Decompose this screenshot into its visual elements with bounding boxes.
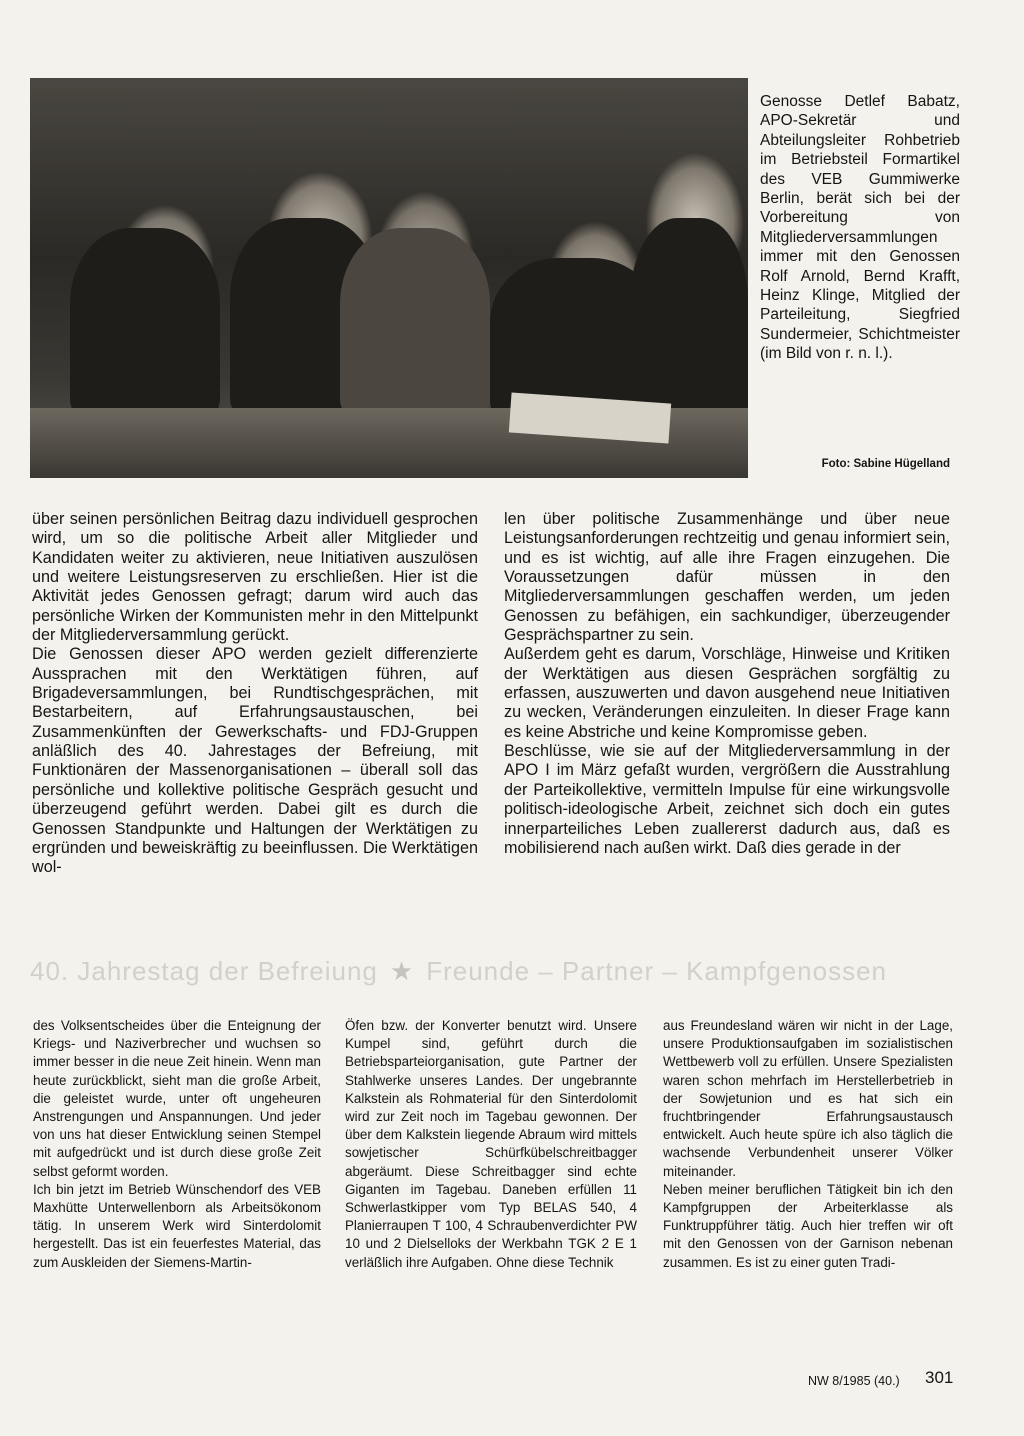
- photo-credit: Foto: Sabine Hügelland: [821, 458, 950, 470]
- paragraph: Öfen bzw. der Konverter benutzt wird. Unsere Kumpel sind, geführt durch die Betriebsparteiorganisation, gute Partner der Stahlwerke unseres Landes. Der ungebrannte Kalkstein als Rohmaterial für den Sinterdolomit wird zur Zeit noch im Tagebau gewonnen. Der über dem Kalkstein liegende Abraum wird mittels sowjetischer Schürfkübelschreitbagger abgeräumt. Diese Schreitbagger sind echte Giganten im Tagebau. Daneben erfüllen 11 Schwerlastkipper vom Typ BELAS 540, 4 Planierraupen T 100, 4 Schraubenverdichter PW 10 und 2 Dielselloks der Werkbahn TGK 2 E 1 verläßlich ihre Aufgaben. Ohne diese Technik: [345, 1018, 637, 1270]
- photo-figure: [340, 228, 490, 418]
- banner-part-2: Freunde – Partner – Kampfgenossen: [426, 956, 888, 986]
- photo-caption: [760, 92, 960, 364]
- upper-column-left: [32, 510, 478, 878]
- article-photo: [30, 78, 748, 478]
- lower-column-2: [345, 1017, 637, 1272]
- paragraph: Beschlüsse, wie sie auf der Mitgliederversammlung in der APO I im März gefaßt wurden, vergrößern die Ausstrahlung der Parteikollektive, vermitteln Impulse für eine wirkungsvolle politisch-ideologische Arbeit, zeichnet sich doch ein gutes innerparteiliches Leben zuallererst dadurch aus, daß es mobilisierend nach außen wirkt. Daß dies gerade in der: [504, 742, 950, 857]
- paragraph: des Volksentscheides über die Enteignung der Kriegs- und Naziverbrecher und wuchsen so immer besser in die neue Zeit hinein. Wenn man heute zurückblickt, sieht man die große Arbeit, die geleistet wurde, unter oft ungeheuren Anstrengungen und Anspannungen. Und jeder von uns hat dieser Entwicklung seinen Stempel mit aufgedrückt und ist durch diese große Zeit selbst geformt worden.: [33, 1018, 321, 1179]
- lower-column-3: [663, 1017, 953, 1272]
- photo-figure: [70, 228, 220, 418]
- paragraph: aus Freundesland wären wir nicht in der Lage, unsere Produktionsaufgaben im sozialistischen Wettbewerb voll zu erfüllen. Unsere Spezialisten waren schon mehrfach im Herstellerbetrieb in der Sowjetunion und es hat sich ein fruchtbringender Erfahrungsaustausch entwickelt. Auch heute spüre ich also täglich die wachsende Verbundenheit unserer Völker miteinander.: [663, 1018, 953, 1179]
- upper-column-right: [504, 510, 950, 858]
- section-banner: [30, 956, 950, 987]
- caption-text: Genosse Detlef Babatz, APO-Sekretär und Abteilungsleiter Rohbetrieb im Betriebsteil Formartikel des VEB Gummiwerke Berlin, berät sich bei der Vorbereitung von Mitgliederversammlungen immer mit den Genossen Rolf Arnold, Bernd Krafft, Heinz Klinge, Mitglied der Parteileitung, Siegfried Sundermeier, Schichtmeister (im Bild von r. n. l.).: [760, 93, 960, 363]
- lower-column-1: [33, 1017, 321, 1272]
- page-number: 301: [925, 1368, 954, 1387]
- paragraph: Außerdem geht es darum, Vorschläge, Hinweise und Kritiken der Werktätigen aus diesen Gesprächen sorgfältig zu erfassen, auszuwerten und davon ausgehend neue Initiativen zu wecken, Veränderungen einzuleiten. In dieser Frage kann es keine Abstriche und keine Kompromisse geben.: [504, 645, 950, 741]
- paragraph: Neben meiner beruflichen Tätigkeit bin ich den Kampfgruppen der Arbeiterklasse als Funktruppführer tätig. Auch hier treffen wir oft mit den Genossen von der Garnison nebenan zusammen. Es ist zu einer guten Tradi-: [663, 1181, 953, 1270]
- paragraph: len über politische Zusammenhänge und über neue Leistungsanforderungen rechtzeitig und genau informiert sein, und es ist wichtig, auf alle ihre Fragen einzugehen. Die Voraussetzungen dafür müssen in den Mitgliederversammlungen geschaffen werden, um jeden Genossen zu befähigen, ein sachkundiger, überzeugender Gesprächspartner zu sein.: [504, 510, 950, 645]
- banner-part-1: 40. Jahrestag der Befreiung: [30, 956, 378, 986]
- photo-figure: [630, 218, 748, 428]
- paragraph: Ich bin jetzt im Betrieb Wünschendorf des VEB Maxhütte Unterwellenborn als Arbeitsökonom tätig. In unserem Werk wird Sinterdolomit hergestellt. Das ist ein feuerfestes Material, das zum Auskleiden der Siemens-Martin-: [33, 1181, 321, 1270]
- paragraph: über seinen persönlichen Beitrag dazu individuell gesprochen wird, um so die politische Arbeit aller Mitglieder und Kandidaten weiter zu aktivieren, neue Initiativen auszulösen und weitere Leistungsreserven zu erschließen. Hier ist die Aktivität jedes Genossen gefragt; darum wird auch das persönliche Wirken der Kommunisten mehr in den Mittelpunkt der Mitgliederversammlung gerückt.: [32, 510, 478, 645]
- paragraph: Die Genossen dieser APO werden gezielt differenzierte Aussprachen mit den Werktätigen führen, auf Brigadeversammlungen, bei Rundtischgesprächen, mit Bestarbeitern, auf Erfahrungsaustauschen, bei Zusammenkünften der Gewerkschafts- und FDJ-Gruppen anläßlich des 40. Jahrestages der Befreiung, mit Funktionären der Massenorganisationen – überall soll das persönliche und kollektive politische Gespräch gesucht und überzeugend geführt werden. Dabei gilt es durch die Genossen Standpunkte und Haltungen der Werktätigen zu ergründen und beweiskräftig zu beeinflussen. Die Werktätigen wol-: [32, 645, 478, 877]
- issue-label: NW 8/1985 (40.): [808, 1374, 900, 1388]
- star-icon: ★: [389, 956, 415, 986]
